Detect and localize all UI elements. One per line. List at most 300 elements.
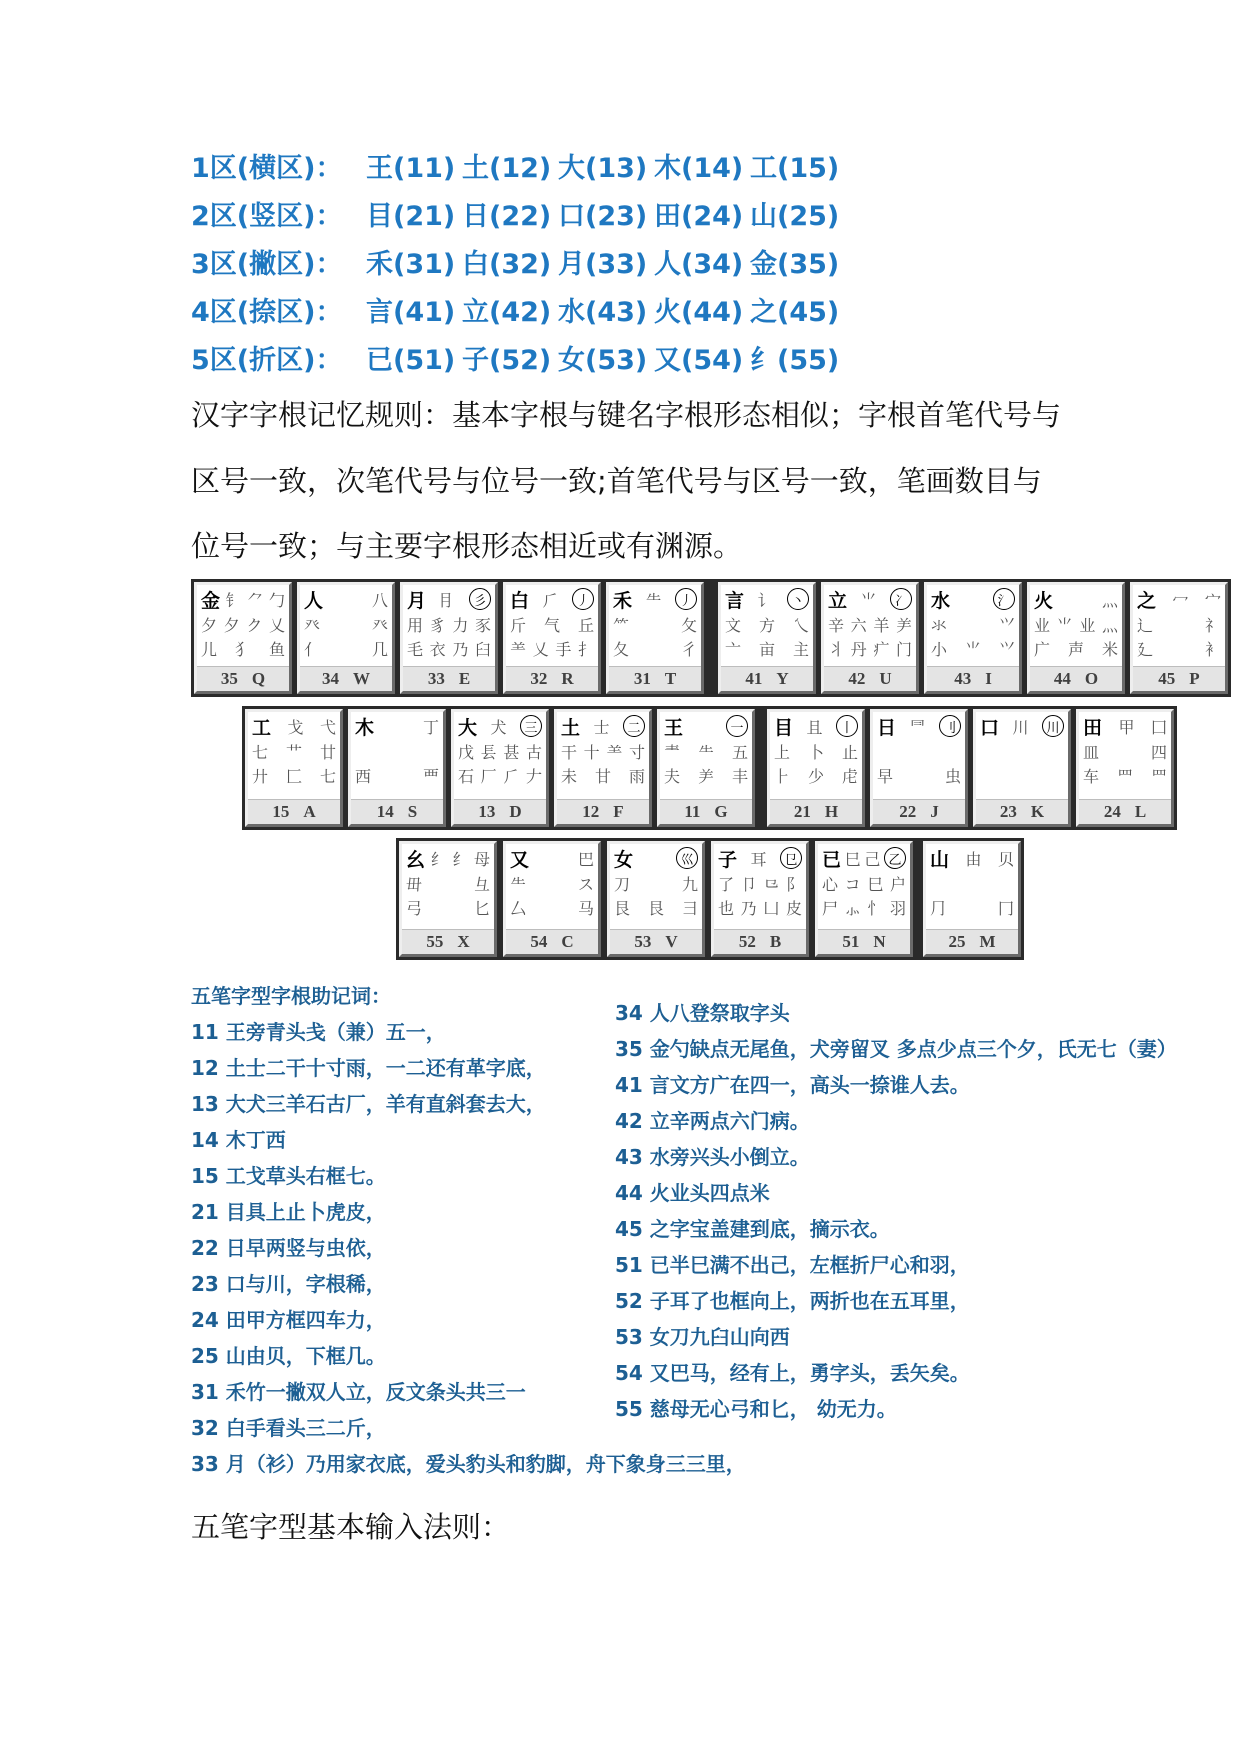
- key-root-line: [304, 612, 388, 636]
- key-root: ⺧: [645, 590, 662, 610]
- key-root: ⺶: [697, 766, 714, 786]
- key-root: 门: [895, 639, 912, 659]
- key-root-line: [664, 739, 748, 763]
- key-code-label: [770, 799, 862, 824]
- key-root: 豸: [429, 615, 446, 635]
- key-root: 夂: [613, 639, 630, 659]
- mnemonic-line: 25 山由贝，下框几。: [191, 1344, 386, 1368]
- key-root-line: [930, 871, 1014, 895]
- key-code-number: 13: [478, 802, 496, 821]
- key-root: 癶: [304, 615, 321, 635]
- key-root: 少: [807, 766, 824, 786]
- key-root: 毛: [407, 639, 424, 659]
- zone-line: [191, 241, 846, 289]
- key-s: [348, 709, 446, 827]
- key-root: 讠: [757, 590, 774, 610]
- circled-stroke-root: 丿: [572, 588, 594, 610]
- key-root: 文: [725, 615, 742, 635]
- key-root-line: [561, 739, 645, 763]
- key-root: 丹: [850, 639, 867, 659]
- key-root-line: [561, 714, 645, 738]
- key-i: [924, 582, 1022, 694]
- key-c: [503, 841, 601, 957]
- zone-line: [191, 193, 846, 241]
- key-root: 己: [864, 849, 881, 869]
- key-code-number: 12: [582, 802, 600, 821]
- key-root: ⺲: [1150, 766, 1167, 786]
- key-root: 阝: [785, 874, 802, 894]
- key-root-line: [980, 714, 1064, 738]
- key-root-line: [252, 714, 336, 738]
- key-root-line: [355, 714, 439, 738]
- key-root-line: [201, 612, 285, 636]
- key-root: 马: [577, 898, 594, 918]
- key-root: ⺈: [247, 590, 264, 610]
- key-root-line: [822, 895, 906, 919]
- key-letter: C: [561, 932, 574, 951]
- key-root: 宀: [1204, 590, 1221, 610]
- key-root: ⺆: [930, 898, 947, 918]
- mnemonic-line: 24 田甲方框四车力，: [191, 1308, 386, 1332]
- zone-line: [191, 289, 846, 337]
- key-root-line: [613, 636, 697, 660]
- key-root: ク: [246, 615, 263, 635]
- circled-stroke-root: 彡: [469, 588, 491, 610]
- key-root: 尸: [822, 898, 839, 918]
- key-code-label: [976, 799, 1068, 824]
- mnemonic-title: 五笔字型字根助记词：: [191, 984, 391, 1008]
- key-name-root: 土: [561, 716, 581, 739]
- zone-label: 4区(捺区)：: [191, 297, 343, 328]
- circled-stroke-root: 三: [520, 715, 542, 737]
- key-root: 勹: [268, 590, 285, 610]
- zone-key-root: 禾(31): [366, 249, 456, 280]
- key-root: ⺍: [998, 639, 1015, 659]
- mnemonic-line: 42 立辛两点六门病。: [615, 1109, 810, 1133]
- key-root: 止: [841, 742, 858, 762]
- mnemonic-column-right: [615, 995, 1177, 1427]
- key-code-label: [300, 666, 392, 691]
- zone-key-root: 水(43): [558, 297, 648, 328]
- zone-key-root: 日(22): [462, 201, 552, 232]
- circled-stroke-root: 丨: [836, 715, 858, 737]
- key-root: 业: [1079, 615, 1096, 635]
- key-root-line: [664, 763, 748, 787]
- key-root-line: [1083, 739, 1167, 763]
- key-root: 丬: [828, 639, 845, 659]
- key-root: 犬: [490, 717, 507, 737]
- key-name-root: 已: [822, 848, 842, 871]
- key-letter: S: [407, 802, 418, 821]
- key-root: ⺷: [606, 742, 623, 762]
- key-root: 由: [965, 849, 982, 869]
- key-root: ⺗: [844, 898, 861, 918]
- key-a: [245, 709, 343, 827]
- key-root-line: [510, 587, 594, 611]
- key-root: 米: [1101, 639, 1118, 659]
- key-letter: P: [1189, 669, 1200, 688]
- key-root-line: [613, 612, 697, 636]
- zone-key-root: 月(33): [558, 249, 648, 280]
- key-root: 臼: [474, 639, 491, 659]
- key-root: 丘: [577, 615, 594, 635]
- key-x: [399, 841, 497, 957]
- keyboard-row-top: [191, 579, 1231, 697]
- key-root-line: [774, 739, 858, 763]
- key-root: 乃: [452, 639, 469, 659]
- zone-key-root: 言(41): [366, 297, 456, 328]
- key-root: 夫: [664, 766, 681, 786]
- key-letter: R: [561, 669, 574, 688]
- key-root: 纟: [430, 849, 447, 869]
- key-root: 未: [561, 766, 578, 786]
- key-letter: Y: [776, 669, 789, 688]
- key-l: [1076, 709, 1174, 827]
- paragraph-line: 位号一致；与主要字根形态相近或有渊源。: [191, 529, 743, 563]
- key-code-number: 43: [954, 669, 972, 688]
- key-name-root: 日: [877, 716, 897, 739]
- key-root: 乀: [792, 615, 809, 635]
- key-code-label: [609, 666, 701, 691]
- key-name-root: 女: [614, 848, 634, 871]
- zone-key-root: 工(15): [750, 153, 840, 184]
- key-root: 方: [758, 615, 775, 635]
- key-code-label: [824, 666, 916, 691]
- keyboard-row-home: [242, 706, 1177, 830]
- key-root-line: [931, 587, 1015, 611]
- mnemonic-line: 41 言文方广在四一，高头一捺谁人去。: [615, 1073, 970, 1097]
- key-code-label: [873, 799, 965, 824]
- zone-key-root: 目(21): [366, 201, 456, 232]
- key-root-line: [774, 714, 858, 738]
- key-letter: X: [457, 932, 470, 951]
- key-root-line: [510, 612, 594, 636]
- key-root-line: [828, 587, 912, 611]
- key-root: 豕: [474, 615, 491, 635]
- key-root: 巳: [844, 849, 861, 869]
- key-letter: O: [1084, 669, 1099, 688]
- circled-stroke-root: 丿: [675, 588, 697, 610]
- key-root: 贝: [997, 849, 1014, 869]
- mnemonic-line: 31 禾竹一撇双人立，反文条头共三一: [191, 1380, 526, 1404]
- key-root-line: [510, 846, 594, 870]
- key-v: [607, 841, 705, 957]
- mnemonic-line: 52 子耳了也框向上，两折也在五耳里，: [615, 1289, 970, 1313]
- key-root: 羊: [873, 615, 890, 635]
- key-root: コ: [844, 874, 861, 894]
- key-code-label: [351, 799, 443, 824]
- zone-key-root: 土(12): [462, 153, 552, 184]
- key-root: 巳: [867, 874, 884, 894]
- key-name-root: 子: [718, 848, 738, 871]
- key-root-line: [931, 612, 1015, 636]
- key-root: 衤: [1204, 639, 1221, 659]
- key-root: 虍: [841, 766, 858, 786]
- key-name-root: 人: [304, 589, 324, 612]
- key-root: 刀: [614, 874, 631, 894]
- key-root: ⺧: [697, 742, 714, 762]
- key-root: 了: [718, 874, 735, 894]
- key-root: 户: [889, 874, 906, 894]
- key-letter: I: [985, 669, 992, 688]
- key-root-line: [718, 846, 802, 870]
- key-letter: N: [873, 932, 886, 951]
- key-name-root: 言: [725, 589, 745, 612]
- key-root: 廴: [1137, 639, 1154, 659]
- key-name-root: 大: [458, 716, 478, 739]
- key-root: 气: [543, 615, 560, 635]
- mnemonic-line: 22 日早两竖与虫依，: [191, 1236, 386, 1260]
- key-code-label: [818, 929, 910, 954]
- key-root: 匚: [285, 766, 302, 786]
- circled-stroke-root: 冫: [890, 588, 912, 610]
- key-root-line: [980, 739, 1064, 763]
- key-b: [711, 841, 809, 957]
- key-code-number: 51: [842, 932, 860, 951]
- key-n: [815, 841, 913, 957]
- key-u: [821, 582, 919, 694]
- key-root: ⺶: [895, 615, 912, 635]
- key-code-label: [1030, 666, 1122, 691]
- zone-key-root: 王(11): [366, 153, 456, 184]
- key-f: [554, 709, 652, 827]
- mnemonic-line: 15 工戈草头右框七。: [191, 1164, 386, 1188]
- key-root-line: [201, 587, 285, 611]
- key-root: 凵: [763, 898, 780, 918]
- key-letter: F: [613, 802, 624, 821]
- key-root: 冂: [997, 898, 1014, 918]
- zone-line: [191, 145, 846, 193]
- key-code-number: 11: [684, 802, 701, 821]
- key-root: 癶: [371, 615, 388, 635]
- key-root-line: [1083, 763, 1167, 787]
- mnemonic-line: 43 水旁兴头小倒立。: [615, 1145, 810, 1169]
- key-root: 丁: [422, 717, 439, 737]
- key-name-root: 火: [1034, 589, 1054, 612]
- key-root-line: [718, 895, 802, 919]
- key-root: 礻: [1204, 615, 1221, 635]
- key-name-root: 月: [407, 589, 427, 612]
- key-letter: H: [824, 802, 839, 821]
- zone-key-root: 田(24): [654, 201, 744, 232]
- mnemonic-line: 35 金勺缺点无尾鱼，犬旁留叉 多点少点三个夕，氏无七（妻）: [615, 1037, 1177, 1061]
- key-root-line: [406, 871, 490, 895]
- key-k: [973, 709, 1071, 827]
- key-root-line: [407, 636, 491, 660]
- zone-key-root: 子(52): [462, 345, 552, 376]
- key-root: 亻: [304, 639, 321, 659]
- key-name-root: 又: [510, 848, 530, 871]
- key-root-line: [458, 739, 542, 763]
- key-root: ⺝: [439, 590, 456, 610]
- key-root-line: [1137, 587, 1221, 611]
- key-root: ⺣: [1101, 615, 1118, 635]
- key-code-number: 25: [948, 932, 966, 951]
- zone-table: [191, 145, 846, 385]
- key-root: 七: [252, 742, 269, 762]
- keyboard-row-bottom: [396, 838, 1024, 960]
- key-root: ⺌: [1056, 615, 1073, 635]
- key-root-line: [725, 587, 809, 611]
- key-root: 八: [371, 590, 388, 610]
- key-name-root: 立: [828, 589, 848, 612]
- key-root-line: [304, 636, 388, 660]
- key-root: 十: [583, 742, 600, 762]
- circled-stroke-root: 二: [623, 715, 645, 737]
- key-root-line: [458, 763, 542, 787]
- section-heading: 五笔字型基本输入法则：: [191, 1510, 511, 1544]
- circled-stroke-root: 巛: [676, 847, 698, 869]
- key-letter: E: [458, 669, 471, 688]
- key-root: 罒: [1116, 766, 1133, 786]
- key-root-line: [614, 895, 698, 919]
- mnemonic-line: 54 又巴马，经有上，勇字头，丢矢矣。: [615, 1361, 970, 1385]
- key-root: 雨: [628, 766, 645, 786]
- key-root: 扌: [577, 639, 594, 659]
- key-code-number: 32: [530, 669, 548, 688]
- key-root-line: [931, 636, 1015, 660]
- key-root: 业: [1034, 615, 1051, 635]
- key-root: 虫: [944, 766, 961, 786]
- key-letter: J: [930, 802, 939, 821]
- key-root: ⺌: [860, 590, 877, 610]
- key-code-number: 14: [376, 802, 394, 821]
- key-root: 鱼: [268, 639, 285, 659]
- key-root-line: [561, 763, 645, 787]
- key-root: 辛: [828, 615, 845, 635]
- key-root: 𠂇: [525, 766, 542, 786]
- key-letter: T: [664, 669, 677, 688]
- key-root-line: [930, 895, 1014, 919]
- key-root-line: [407, 612, 491, 636]
- zone-line: [191, 337, 846, 385]
- key-root-line: [304, 587, 388, 611]
- paragraph-line: 汉字字根记忆规则：基本字根与键名字根形态相似；字根首笔代号与: [191, 398, 1062, 432]
- key-root-line: [828, 612, 912, 636]
- key-root-line: [980, 763, 1064, 787]
- key-name-root: 木: [355, 716, 375, 739]
- mnemonic-line: 11 王旁青头戋（兼）五一，: [191, 1020, 446, 1044]
- key-root-line: [252, 739, 336, 763]
- key-root: ⺌: [964, 639, 981, 659]
- key-root: 夕: [223, 615, 240, 635]
- key-root: 用: [407, 615, 424, 635]
- key-root-line: [877, 739, 961, 763]
- key-o: [1027, 582, 1125, 694]
- key-j: [870, 709, 968, 827]
- key-root: 甘: [594, 766, 611, 786]
- key-root-line: [252, 763, 336, 787]
- key-root-line: [1034, 587, 1118, 611]
- key-root: 车: [1083, 766, 1100, 786]
- key-code-number: 41: [745, 669, 763, 688]
- key-name-root: 口: [980, 716, 1000, 739]
- key-root: 巴: [577, 849, 594, 869]
- zone-key-root: 女(53): [558, 345, 648, 376]
- mnemonic-line: 12 土士二干十寸雨，一二还有革字底，: [191, 1056, 546, 1080]
- key-root-line: [1137, 612, 1221, 636]
- key-root-line: [355, 763, 439, 787]
- mnemonic-line: 51 已半巳满不出己，左框折尸心和羽，: [615, 1253, 970, 1277]
- key-code-number: 31: [633, 669, 651, 688]
- key-code-number: 53: [634, 932, 652, 951]
- key-root: 忄: [867, 898, 884, 918]
- key-code-label: [197, 666, 289, 691]
- key-root: 卩: [740, 874, 757, 894]
- key-code-number: 34: [322, 669, 339, 688]
- key-letter: M: [979, 932, 996, 951]
- key-root-line: [406, 846, 490, 870]
- key-name-root: 金: [201, 589, 221, 612]
- key-code-label: [402, 929, 494, 954]
- key-root-line: [1034, 612, 1118, 636]
- key-root: 艮: [647, 898, 664, 918]
- key-code-label: [610, 929, 702, 954]
- key-root-line: [614, 846, 698, 870]
- key-code-label: [454, 799, 546, 824]
- key-code-label: [403, 666, 495, 691]
- key-root: 纟: [452, 849, 469, 869]
- mnemonic-line: 32 白手看头三二斤，: [191, 1416, 386, 1440]
- key-r: [503, 582, 601, 694]
- key-root: 力: [452, 615, 469, 635]
- key-root: 乂: [268, 615, 285, 635]
- key-root-line: [613, 587, 697, 611]
- key-root: ⺁: [542, 590, 559, 610]
- key-root-line: [774, 763, 858, 787]
- key-name-root: 幺: [406, 848, 426, 871]
- key-name-root: 之: [1137, 589, 1157, 612]
- key-code-number: 35: [220, 669, 238, 688]
- key-code-label: [557, 799, 649, 824]
- zone-key-root: 口(23): [558, 201, 648, 232]
- key-code-number: 42: [848, 669, 866, 688]
- mnemonic-line: 13 大犬三羊石古厂，羊有直斜套去大，: [191, 1092, 546, 1116]
- key-root: 羽: [889, 898, 906, 918]
- key-code-number: 33: [427, 669, 445, 688]
- key-root: 氺: [931, 615, 948, 635]
- key-root: 六: [850, 615, 867, 635]
- key-root: ⺊: [774, 766, 791, 786]
- key-root: 七: [319, 766, 336, 786]
- key-code-number: 52: [738, 932, 756, 951]
- key-root: 士: [593, 717, 610, 737]
- mnemonic-line: 23 口与川，字根稀，: [191, 1272, 386, 1296]
- key-root: ⺮: [613, 615, 630, 635]
- key-letter: U: [879, 669, 892, 688]
- key-letter: Q: [251, 669, 266, 688]
- key-code-label: [506, 666, 598, 691]
- key-root-line: [510, 636, 594, 660]
- key-code-label: [660, 799, 752, 824]
- key-root: 衣: [429, 639, 446, 659]
- key-root: 亠: [725, 639, 742, 659]
- key-name-root: 水: [931, 589, 951, 612]
- mnemonic-line: 44 火业头四点米: [615, 1181, 770, 1205]
- key-root: ス: [577, 874, 594, 894]
- key-code-label: [714, 929, 806, 954]
- key-root: 丰: [731, 766, 748, 786]
- key-root: 斤: [510, 615, 527, 635]
- key-code-label: [248, 799, 340, 824]
- key-root: 且: [806, 717, 823, 737]
- zone-key-root: 火(44): [654, 297, 744, 328]
- key-root: 石: [458, 766, 475, 786]
- key-root: 弋: [319, 717, 336, 737]
- key-root-line: [458, 714, 542, 738]
- key-root: 声: [1067, 639, 1084, 659]
- key-root-line: [718, 871, 802, 895]
